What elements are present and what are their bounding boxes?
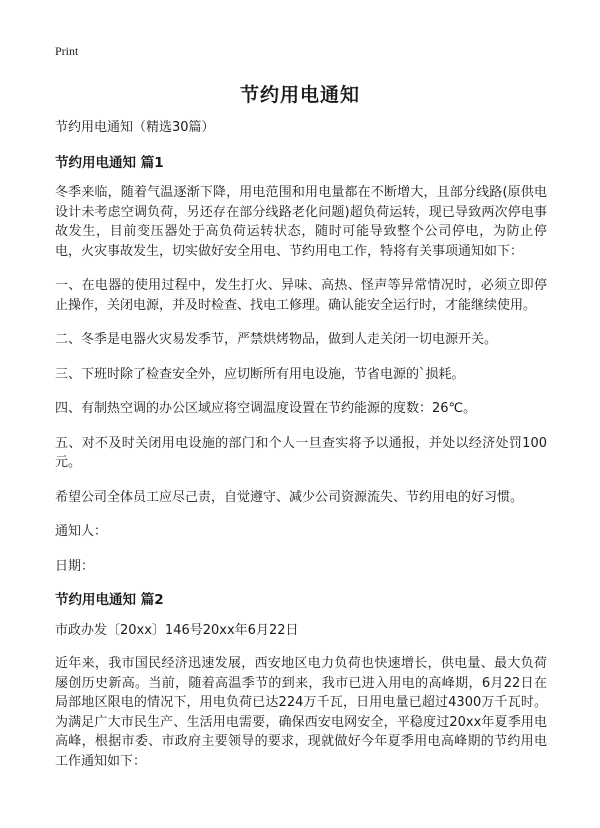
paragraph: 三、下班时除了检查安全外，应切断所有用电设施，节省电源的`损耗。 (55, 366, 465, 382)
document-number: 市政办发〔20xx〕146号20xx年6月22日 (55, 622, 299, 638)
paragraph: 五、对不及时关闭用电设施的部门和个人一旦查实将予以通报，并处以经济处罚100元。 (55, 435, 547, 470)
document-body (55, 118, 547, 786)
notifier-line: 通知人： (55, 524, 108, 539)
paragraph: 希望公司全体员工应尽己责，自觉遵守、减少公司资源流失、节约用电的好习惯。 (55, 489, 524, 505)
paragraph: 近年来，我市国民经济迅速发展，西安地区电力负荷也快速增长，供电量、最大负荷屡创历史新高。当前，随着高温季节的到来，我市已进入用电的高峰期，6月22日在局部地区限电的情况下，用电负荷已达224万千瓦，日用电量已超过4300万千瓦时。为满足广大市民生产、生活用电需要，确保西安电网安全，平稳度过20xx年夏季用电高峰，根据市委、市政府主要领导的要求，现就做好今年夏季用电高峰期的节约用电工作通知如下： (55, 656, 547, 769)
paragraph: 冬季来临，随着气温逐渐下降，用电范围和用电量都在不断增大，且部分线路(原供电设计未考虑空调负荷，另还存在部分线路老化问题)超负荷运转，现已导致两次停电事故发生，目前变压器处于高负荷运转状态，随时可能导致整个公司停电，为防止停电，火灾事故发生，切实做好安全用电、节约用电工作，特将有关事项通知如下： (55, 185, 547, 259)
section-heading-1: 节约用电通知 篇1 (55, 154, 164, 171)
document-subtitle: 节约用电通知（精选30篇） (55, 120, 215, 135)
document-title: 节约用电通知 (239, 84, 360, 106)
section-heading-2: 节约用电通知 篇2 (55, 592, 164, 608)
paragraph: 一、在电器的使用过程中，发生打火、异味、高热、怪声等异常情况时，必须立即停止操作，关闭电源，并及时检查、找电工修理。确认能安全运行时，才能继续使用。 (55, 278, 547, 313)
print-label: Print (55, 44, 79, 58)
date-line: 日期： (55, 558, 95, 574)
paragraph: 四、有制热空调的办公区域应将空调温度设置在节约能源的度数：26℃。 (55, 401, 477, 416)
paragraph: 二、冬季是电器火灾易发季节，严禁烘烤物品，做到人走关闭一切电源开关。 (55, 332, 498, 347)
